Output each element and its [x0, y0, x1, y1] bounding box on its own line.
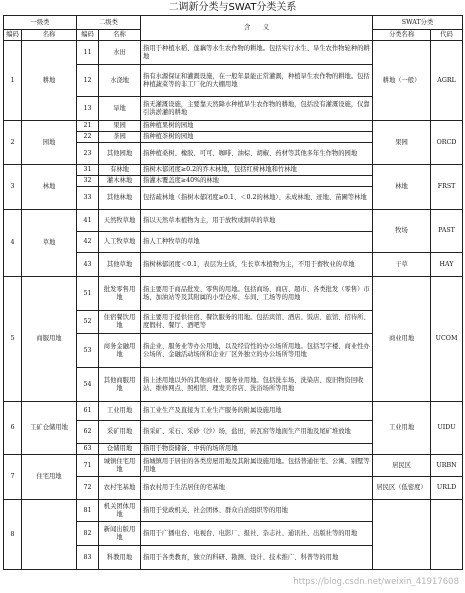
- row-name: 城镇住宅用地: [99, 455, 141, 477]
- group-code: 3: [4, 165, 22, 210]
- row-meaning: 指工业生产及直接为工业生产服务的附属设施用地: [141, 402, 373, 421]
- row-meaning: 指有水源保证和灌溉设施，在一般年景能正常灌溉，种植旱生农作物的耕地。包括种植蔬菜等的非工厂化的大棚用地: [141, 65, 373, 97]
- row-name: 农村宅基地: [99, 477, 141, 500]
- swat-code: [431, 500, 463, 570]
- row-code: 83: [77, 546, 99, 570]
- row-meaning: 指主要用于提供住宿、餐饮服务的用地。包括宾馆、酒店、饭店、旅馆、招待所、度假村、餐厅、酒吧等: [141, 311, 373, 334]
- row-name: 水浇地: [99, 65, 141, 97]
- row-code: 12: [77, 65, 99, 97]
- row-name: 人工牧草地: [99, 232, 141, 253]
- row-name: 工业用地: [99, 402, 141, 421]
- swat-name: 居民区（低密度）: [373, 477, 431, 500]
- swat-name: 果园: [373, 121, 431, 165]
- group-code: 2: [4, 121, 22, 165]
- row-name: 水田: [99, 41, 141, 65]
- row-name: 科教用地: [99, 546, 141, 570]
- row-code: 11: [77, 41, 99, 65]
- row-code: 31: [77, 165, 99, 176]
- row-name: 其他草地: [99, 253, 141, 277]
- row-code: 81: [77, 500, 99, 522]
- table-row: [4, 402, 463, 421]
- group-code: 7: [4, 455, 22, 500]
- header-level1: 一级类: [4, 16, 77, 30]
- row-code: 41: [77, 210, 99, 232]
- group-name: 工矿仓储用地: [22, 402, 77, 455]
- row-meaning: 包括疏林地（指树木郁闭度≥0.1、＜0.2的林地）、未成林地、迹地、苗圃等林地: [141, 187, 373, 210]
- row-name: 机关团体用地: [99, 500, 141, 522]
- row-meaning: 指用于各类教育，独立的科研、勘测、设计、技术推广、科普等的用地: [141, 546, 373, 570]
- row-meaning: 指用于广播电台、电视台、电影厂、报社、杂志社、通讯社、出版社等的用地: [141, 522, 373, 546]
- swat-name: 居民区: [373, 455, 431, 477]
- swat-code: UIDU: [431, 402, 463, 455]
- row-name: 其他林地: [99, 187, 141, 210]
- row-code: 33: [77, 187, 99, 210]
- row-name: 有林地: [99, 165, 141, 176]
- table-row: [4, 41, 463, 65]
- header-meaning: 含 义: [141, 16, 373, 41]
- swat-code: AGRL: [431, 41, 463, 121]
- row-name: 仓储用地: [99, 444, 141, 455]
- classification-table: [3, 15, 463, 570]
- row-meaning: 指无灌溉设施，主要靠天然降水种植旱生农作物的耕地，包括没有灌溉设施，仅靠引洪淤灌的耕地: [141, 97, 373, 121]
- row-name: 新闻出版用地: [99, 522, 141, 546]
- row-code: 21: [77, 121, 99, 132]
- table-row: [4, 500, 463, 522]
- row-code: 54: [77, 368, 99, 402]
- group-code: 5: [4, 277, 22, 402]
- row-name: 灌木林地: [99, 176, 141, 187]
- header-swat-name: 分类名称: [373, 30, 431, 41]
- row-name: 住宿餐饮用地: [99, 311, 141, 334]
- swat-code: HAY: [431, 253, 463, 277]
- row-code: 51: [77, 277, 99, 311]
- group-code: 6: [4, 402, 22, 455]
- row-name: 商务金融用地: [99, 334, 141, 368]
- row-meaning: 指采矿、采石、采砂（沙）场，盐田，砖瓦窑等地面生产用地及尾矿堆放地: [141, 421, 373, 444]
- row-code: 61: [77, 402, 99, 421]
- header-name-l1: 名称: [22, 30, 77, 41]
- row-name: 采矿用地: [99, 421, 141, 444]
- row-code: 22: [77, 132, 99, 143]
- row-meaning: 指主要用于商品批发、零售的用地。包括商场、商店、超市、各类批发（零售）市场，加油站等及其附属的小型仓库、车间、工场等的用地: [141, 277, 373, 311]
- table-row: [4, 121, 463, 132]
- swat-name: 商业用地: [373, 277, 431, 402]
- row-meaning: 指用于种植水稻、莲藕等水生农作物的耕地。包括实行水生、旱生农作物轮种的耕地: [141, 41, 373, 65]
- row-code: 23: [77, 143, 99, 165]
- header-code-l1: 编码: [4, 30, 22, 41]
- table-row: [4, 165, 463, 176]
- row-code: 62: [77, 421, 99, 444]
- group-name: 商服用地: [22, 277, 77, 402]
- row-name: 其他商服用地: [99, 368, 141, 402]
- row-code: 32: [77, 176, 99, 187]
- group-name: [22, 500, 77, 570]
- row-meaning: 指灌木覆盖度≥40%的林地: [141, 176, 373, 187]
- row-code: 72: [77, 477, 99, 500]
- group-name: 园地: [22, 121, 77, 165]
- row-meaning: 指用于党政机关、社会团体、群众自治组织等的用地: [141, 500, 373, 522]
- row-code: 71: [77, 455, 99, 477]
- row-meaning: 指树林郁闭度＜0.1，表层为土质，生长草本植物为主，不用于畜牧业的草地: [141, 253, 373, 277]
- group-name: 草地: [22, 210, 77, 277]
- row-meaning: 指以天然草本植物为主，用于放牧或割草的草地: [141, 210, 373, 232]
- swat-name: 工业用地: [373, 402, 431, 455]
- table-row: [4, 210, 463, 232]
- group-code: 1: [4, 41, 22, 121]
- row-name: 旱地: [99, 97, 141, 121]
- row-meaning: 指人工种牧草的草地: [141, 232, 373, 253]
- row-meaning: 指种植茶树的园地: [141, 132, 373, 143]
- swat-code: PAST: [431, 210, 463, 253]
- row-meaning: 指企业、服务业等办公用地，以及经营性的办公场所用地。包括写字楼、商业性办公场所、金融活动场所和企业厂区外独立的办公场所等用地: [141, 334, 373, 368]
- swat-code: URLD: [431, 477, 463, 500]
- swat-name: 牧场: [373, 210, 431, 253]
- header-swat-code: 代码: [431, 30, 463, 41]
- swat-code: ORCD: [431, 121, 463, 165]
- row-meaning: 指树木郁闭度≥0.2的乔木林地，包括红树林地和竹林地: [141, 165, 373, 176]
- row-code: 52: [77, 311, 99, 334]
- row-code: 82: [77, 522, 99, 546]
- row-name: 茶园: [99, 132, 141, 143]
- header-name-l2: 名称: [99, 30, 141, 41]
- watermark: https://blog.csdn.net/weixin_41917608: [293, 577, 459, 587]
- group-code: 8: [4, 500, 22, 570]
- table-title: 二调新分类与SWAT分类关系: [168, 2, 297, 13]
- row-name: 批发零售用地: [99, 277, 141, 311]
- group-name: 耕地: [22, 41, 77, 121]
- row-code: 43: [77, 253, 99, 277]
- swat-name: 耕地（一般）: [373, 41, 431, 121]
- row-name: 果园: [99, 121, 141, 132]
- swat-code: FRST: [431, 165, 463, 210]
- table-row: [4, 277, 463, 311]
- row-meaning: 指种植桑树、橡胶、可可、咖啡、油棕、胡椒、药材等其他多年生作物的园地: [141, 143, 373, 165]
- row-meaning: 指种植果树的园地: [141, 121, 373, 132]
- row-code: 53: [77, 334, 99, 368]
- header-swat: SWAT分类: [373, 16, 463, 30]
- row-meaning: 指城镇用于居住的各类房屋用地及其附属设施用地。包括普通住宅、公寓、别墅等用地: [141, 455, 373, 477]
- swat-code: UCOM: [431, 277, 463, 402]
- row-name: 其他园地: [99, 143, 141, 165]
- row-code: 63: [77, 444, 99, 455]
- row-meaning: 指农村用于生活居住的宅基地: [141, 477, 373, 500]
- row-meaning: 指上述用地以外的其他商业、服务业用地。包括洗车场、洗染店、废旧物资回收站、维修网点、照相馆、理发美容店、洗浴场所等用地: [141, 368, 373, 402]
- swat-code: URBN: [431, 455, 463, 477]
- header-code-l2: 编码: [77, 30, 99, 41]
- header-level2: 二级类: [77, 16, 141, 30]
- group-name: 住宅用地: [22, 455, 77, 500]
- group-code: 4: [4, 210, 22, 277]
- row-code: 13: [77, 97, 99, 121]
- header-row-top: [4, 16, 463, 30]
- group-name: 林地: [22, 165, 77, 210]
- swat-name: 干草: [373, 253, 431, 277]
- row-meaning: 指用于物资储备、中转的场所用地: [141, 444, 373, 455]
- swat-name: 林地: [373, 165, 431, 210]
- table-row: [4, 455, 463, 477]
- row-name: 天然牧草地: [99, 210, 141, 232]
- swat-name: [373, 500, 431, 570]
- row-code: 42: [77, 232, 99, 253]
